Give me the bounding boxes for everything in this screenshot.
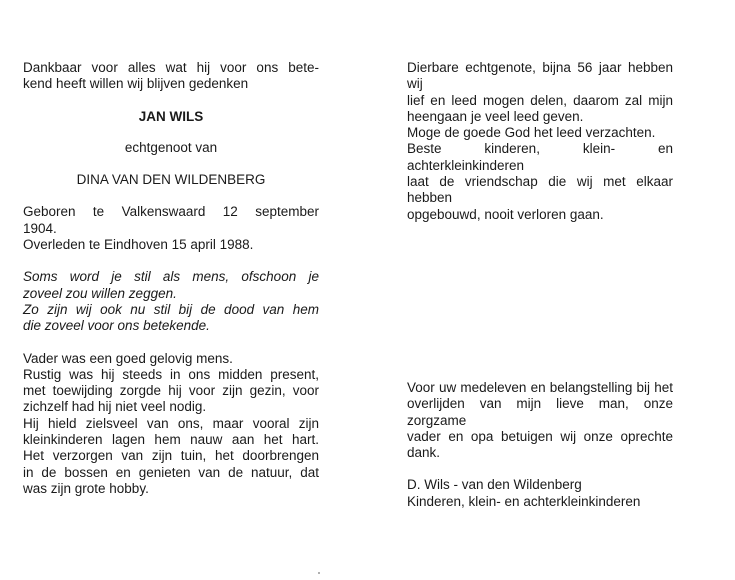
thanks-line: overlijden van mijn lieve man, onze zorgzame: [407, 396, 673, 428]
right-column-top: [407, 60, 673, 223]
poem: [23, 269, 319, 334]
right-column-bottom: [407, 380, 673, 510]
poem-line: Zo zijn wij ook nu stil bij de dood van hem: [23, 301, 319, 317]
spouse-name: DINA VAN DEN WILDENBERG: [76, 172, 266, 188]
signature-line: D. Wils - van den Wildenberg: [407, 477, 582, 493]
death-info: Overleden te Eindhoven 15 april 1988.: [23, 237, 254, 253]
deceased-name: JAN WILS: [138, 108, 204, 124]
intro-line: Dankbaar voor alles wat hij voor ons bete-: [23, 60, 319, 75]
bio-line: Het verzorgen van zijn tuin, het doorbrengen: [23, 448, 319, 464]
spouse-label: echtgenoot van: [124, 139, 218, 155]
poem-line: Soms word je stil als mens, ofschoon je: [23, 269, 319, 285]
farewell-line: heengaan je veel leed geven.: [407, 108, 584, 124]
bio-line: kleinkinderen lagen hem nauw aan het hart.: [23, 432, 319, 448]
bio-line: was zijn grote hobby.: [23, 480, 149, 496]
thanks-line: dank.: [407, 445, 441, 461]
biography: [23, 351, 319, 498]
farewell-line: laat de vriendschap die wij met elkaar hebben: [407, 174, 673, 206]
birth-line: Geboren te Valkenswaard 12 september: [23, 204, 319, 220]
signature-line: Kinderen, klein- en achterkleinkinderen: [407, 493, 641, 509]
signature: [407, 477, 673, 510]
poem-line: zoveel zou willen zeggen.: [23, 285, 177, 301]
intro-line: kend heeft willen wij blijven gedenken: [23, 76, 249, 92]
bio-line: met toewijding zorgde hij voor zijn gezin, voor: [23, 383, 319, 399]
left-column: [23, 60, 319, 497]
thanks-line: vader en opa betuigen wij onze oprechte: [407, 428, 673, 444]
farewell-line: Beste kinderen, klein- en achterkleinkinderen: [407, 141, 673, 173]
thanks-line: Voor uw medeleven en belangstelling bij het: [407, 380, 673, 395]
bio-line: Vader was een goed gelovig mens.: [23, 350, 233, 366]
bio-line: Rustig was hij steeds in ons midden present,: [23, 366, 319, 382]
poem-line: die zoveel voor ons betekende.: [23, 318, 210, 334]
bio-line: in de bossen en genieten van de natuur, dat: [23, 464, 319, 480]
farewell-line: lief en leed mogen delen, daarom zal mijn: [407, 92, 673, 108]
birth-info: [23, 204, 319, 237]
farewell-line: Dierbare echtgenote, bijna 56 jaar hebben wij: [407, 60, 673, 92]
farewell-text: [407, 60, 673, 223]
farewell-line: Moge de goede God het leed verzachten.: [407, 125, 656, 141]
intro-text: [23, 60, 319, 93]
farewell-line: opgebouwd, nooit verloren gaan.: [407, 206, 604, 222]
bio-line: zichzelf had hij niet veel nodig.: [23, 399, 207, 415]
fold-mark: [318, 572, 320, 574]
bio-line: Hij hield zielsveel van ons, maar vooral zijn: [23, 415, 319, 431]
thanks-text: [407, 380, 673, 461]
birth-line: 1904.: [23, 220, 57, 236]
